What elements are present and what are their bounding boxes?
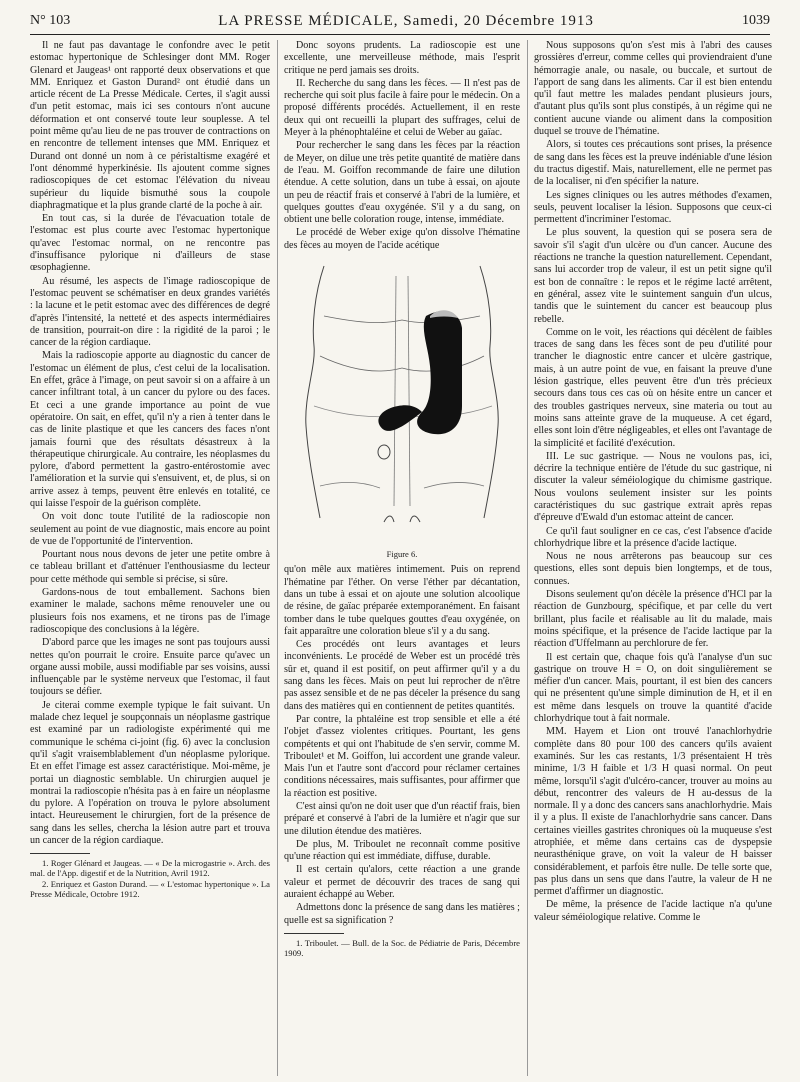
paragraph: Comme on le voit, les réactions qui décèlent de faibles traces de sang dans les fèces sont de peu d'utilité pour trancher le diagnostic entre cancer et ulcère gastrique, mais, à un autre point de vue, en faisant la preuve d'une lésion gastrique, elles peuvent être d'un très précieux secours dans tous ces cas où on hésite entre un cancer et des troubles gastriques nerveux, sine materia ou tout au moins sans atteinte grave de la muqueuse. A cet égard, elles sont loin d'être négligeables, et elles ont l'avantage de la simplicité et facilité d'exécution. xyxy=(534,326,772,449)
footnote-rule xyxy=(30,853,90,854)
paragraph: Ces procédés ont leurs avantages et leurs inconvénients. Le procédé de Weber est un procédé très sûr et, quand il est positif, on peut affirmer qu'il y a du sang dans les fèces. Mais on peut lui reprocher de n'être pas assez sensible et de ne pas déceler la présence du sang dans des matières qui en contiennent de petites quantités. xyxy=(284,639,520,712)
paragraph: Pour rechercher le sang dans les fèces par la réaction de Meyer, on dilue une très petite quantité de matière dans de l'eau. M. Goiffon recommande de faire une dilution étendue. A cette solution, dans un tube à essai, on ajoute un peu de réactif frais et conservé à l'abri de la lumière, et quelques gouttes d'eau oxygénée. S'il y a du sang, on obtient une belle coloration rouge, intense, immédiate. xyxy=(284,140,520,226)
paragraph: Gardons-nous de tout emballement. Sachons bien examiner le malade, sachons même renouveler une ou plusieurs fois nos examens, et ne tirons pas de l'image radioscopique des conclusions à la légère. xyxy=(30,587,270,635)
paragraph: Il est certain que, chaque fois qu'à l'analyse d'un suc gastrique on trouve H = O, on doit singulièrement se méfier d'un cancer. Mais, pourtant, il est bien des cancers qui ne présentent qu'une simple diminution de H, et il en est même dans lesquels on trouve la quantité d'acide chlorhydrique tout à fait normale. xyxy=(534,651,772,725)
paragraph: Les signes cliniques ou les autres méthodes d'examen, seuls, peuvent localiser la lésion. Supposons que ceux-ci permettent d'incriminer l'estomac. xyxy=(534,189,772,226)
paragraph: D'abord parce que les images ne sont pas toujours aussi nettes qu'on pourrait le croire. Ensuite parce qu'avec un organe aussi mobile, aussi modifiable par ses voisins, aussi influençable par le système nerveux que l'estomac, il faut toujours se défier. xyxy=(30,637,270,698)
paragraph: De plus, M. Triboulet ne reconnaît comme positive qu'une réaction qui est immédiate, diffuse, durable. xyxy=(284,838,520,863)
paragraph: Le procédé de Weber exige qu'on dissolve l'hématine des fèces au moyen de l'acide acétique xyxy=(284,227,520,251)
footnote-rule xyxy=(284,933,344,934)
issue-number: N° 103 xyxy=(30,13,71,28)
footnote: 2. Enriquez et Gaston Durand. — « L'estomac hypertonique ». La Presse Médicale, Octobre 1912. xyxy=(30,879,270,900)
radiograph-diagram xyxy=(284,256,520,546)
footnote: 1. Triboulet. — Bull. de la Soc. de Pédiatrie de Paris, Décembre 1909. xyxy=(284,937,520,958)
paragraph: C'est ainsi qu'on ne doit user que d'un réactif frais, bien préparé et conservé à l'abri de la lumière et n'agir que sur une dilution étendue des matières. xyxy=(284,800,520,837)
paragraph: De même, la présence de l'acide lactique n'a qu'une valeur séméiologique relative. Comme le xyxy=(534,899,772,923)
paragraph: Il ne faut pas davantage le confondre avec le petit estomac hypertonique de Schlesinger dont MM. Roger Glenard et Jaugeas¹ ont rapporté deux observations et que MM. Enriquez et Gaston Durand² ont étudié dans un article récent de La Presse Médicale. Certes, il s'agit aussi d'un petit estomac, mais ici ses contours n'ont aucune déformation et ont conservé toute leur souplesse. A tel point même qu'au lieu de ne pas trouver de contractions on en rencontre de tellement intenses que MM. Enriquez et Durand ont donné un nom à ce péristaltisme exagéré et l'ont dénommé hyperkinésie. Ils ajoutent comme signes radioscopiques de cet estomac l'élévation du niveau supérieur du liquide bismuthé sous la coupole diaphragmatique et la plus grande clarté de la poche à air. xyxy=(30,40,270,211)
paragraph: Au résumé, les aspects de l'image radioscopique de l'estomac peuvent se schématiser en deux grandes variétés : la lacune et le petit estomac avec des différences de degré d'après l'intensité, la netteté et des aspects intermédiaires de transition, pourrait-on dire : la rigidité de la paroi ; le cancer de la région cardiaque. xyxy=(30,275,270,349)
paragraph: Nous ne nous arrêterons pas beaucoup sur ces questions, elles sont depuis bien longtemps, et de tous, connues. xyxy=(534,551,772,587)
column-left xyxy=(30,40,270,1076)
paragraph: Je citerai comme exemple typique le fait suivant. Un malade chez lequel je soupçonnais un néoplasme gastrique est examiné par un radiologiste expérimenté qui me communique le schéma ci-joint (fig. 6) avec la conclusion qu'il s'agit vraisemblablement d'un néoplasme pylorique. Et en effet l'image est assez caractéristique. Moi-même, je portai un diagnostic semblable. Un chirurgien auquel je montrai la radioscopie n'hésita pas à en faire un néoplasme du pylore. A l'opération on trouva le pylore absolument intact. Heureusement le chirurgien, fort de la présence de sang dans les selles, chercha la lésion autre part et trouva un cancer de la région cardiaque. xyxy=(30,699,270,846)
paragraph: Nous supposons qu'on s'est mis à l'abri des causes grossières d'erreur, comme celles qui proviendraient d'une hémorragie anale, ou nasale, ou buccale, et surtout de l'apport de sang dans les aliments. Car il est bien entendu qu'il faut mettre les malades pendant plusieurs jours, d'autant plus qu'ils sont plus constipés, à un régime qui ne contient aucune viande ou aliment dans la composition duquel se trouve de l'hématine. xyxy=(534,40,772,138)
page-number: 1039 xyxy=(741,13,770,28)
paragraph: On voit donc toute l'utilité de la radioscopie non seulement au point de vue diagnostic, mais encore au point de vue de l'opportunité de l'intervention. xyxy=(30,511,270,547)
figure-6 xyxy=(284,256,520,560)
journal-title: LA PRESSE MÉDICALE, Samedi, 20 Décembre 1913 xyxy=(218,12,594,29)
paragraph: Le plus souvent, la question qui se posera sera de savoir s'il s'agit d'un ulcère ou d'un cancer. Aucune des réactions ne tranche la question naturellement. Cependant, sans lui accorder trop de valeur, il est un petit signe qu'il est bon de connaître : le repos et le régime lacté arrêtent, en général, assez vite le suintement sanguin d'un ulcus, tandis que le suintement du cancer est beaucoup plus rebelle. xyxy=(534,227,772,325)
paragraph: II. Recherche du sang dans les fèces. — Il n'est pas de recherche qui soit plus facile à faire pour le médecin. On a proposé différents procédés. Actuellement, il en reste deux qui ont recueilli la plupart des suffrages, celui de Meyer à la phénophtaléine et celui de Weber au gaïac. xyxy=(284,77,520,139)
column-middle xyxy=(284,40,520,1076)
paragraph: Donc soyons prudents. La radioscopie est une excellente, une merveilleuse méthode, mais l'esprit critique ne perd jamais ses droits. xyxy=(284,40,520,76)
paragraph: MM. Hayem et Lion ont trouvé l'anachlorhydrie complète dans 80 pour 100 des cancers qu'ils avaient examinés. Sur les cas restants, 1/3 présentaient H très minime, 1/3 H faible et 1/3 H quasi normal. On peut même, lorsqu'il s'agit d'ulcéro-cancer, trouver au moins au début, rencontrer des valeurs de H au-dessus de la normale. Il y a donc des cancers sans anachlorhydrie. Mais il y a plus. Il existe de l'anachlorhydrie sans cancer. Dans certaines vieilles gastrites chroniques où la muqueuse s'est atrophiée, et même dans certains cas de dyspepsie neurasthénique grave, on voit la valeur de H baisser considérablement, et parfois être nulle. De telle sorte que, pas plus dans un sens que dans l'autre, la valeur de H ne permet d'affirmer un diagnostic. xyxy=(534,726,772,898)
paragraph: Il est certain qu'alors, cette réaction a une grande valeur et permet de découvrir des traces de sang qui auraient échappé au Weber. xyxy=(284,864,520,901)
figure-caption: Figure 6. xyxy=(386,549,418,560)
paragraph: Disons seulement qu'on décèle la présence d'HCl par la réaction de Gunzbourg, spécifique, et par celle du vert brillant, plus facile et réalisable au lit du malade, mais moins spécifique, et la présence de l'acide lactique par la réaction d'Uffelmann au perchlorure de fer. xyxy=(534,589,772,650)
footnote: 1. Roger Glénard et Jaugeas. — « De la microgastrie ». Arch. des mal. de l'App. digestif et de la Nutrition, Avril 1912. xyxy=(30,858,270,879)
column-right xyxy=(534,40,772,1076)
column-divider xyxy=(277,40,278,1076)
paragraph: Pourtant nous nous devons de jeter une petite ombre à ce tableau brillant et d'atténuer l'enthousiasme du lecteur pour cette méthode qui semble si précise, si sûre. xyxy=(30,549,270,585)
paragraph: III. Le suc gastrique. — Nous ne voulons pas, ici, décrire la technique entière de l'étude du suc gastrique, ni discuter la valeur séméiologique du chimisme gastrique. Nous voulons seulement insister sur les points caractéristiques du suc gastrique extrait après repas d'épreuve d'Ewald d'un estomac atteint de cancer. xyxy=(534,450,772,524)
page-header xyxy=(30,8,770,35)
column-divider xyxy=(527,40,528,1076)
paragraph: Ce qu'il faut souligner en ce cas, c'est l'absence d'acide chlorhydrique libre et la présence d'acide lactique. xyxy=(534,525,772,549)
paragraph: En tout cas, si la durée de l'évacuation totale de l'estomac est plus courte avec l'estomac hypertonique qu'avec l'estomac normal, on ne rencontre pas d'insuffisance pylorique ni d'ailleurs de stase œsophagienne. xyxy=(30,213,270,274)
paragraph: Admettons donc la présence de sang dans les matières ; quelle est sa signification ? xyxy=(284,902,520,926)
paragraph: Alors, si toutes ces précautions sont prises, la présence de sang dans les fèces est la preuve indéniable d'une lésion du tractus digestif. Mais, naturellement, elle ne permet pas de la localiser, ni d'en spécifier la nature. xyxy=(534,139,772,188)
paragraph: Mais la radioscopie apporte au diagnostic du cancer de l'estomac un élément de plus, c'est celui de la localisation. En effet, grâce à l'image, on peut savoir si on a affaire à un cancer infiltrant total, à un cancer du pylore ou des faces. Et ceci a une grande importance au point de vue opératoire. On sait, en effet, qu'il n'y a rien à tenter dans le cas de linite plastique et que les cancers des faces n'ont jamais fourni que des résultats désastreux à la thérapeutique chirurgicale. Au contraire, les néoplasmes du pylore, d'abord permettent la gastro-entérostomie avec l'amélioration et la survie qui s'ensuivent, et, de plus, si on arrive assez à temps, peuvent être enlevés en totalité, ce qui laisse l'espoir de la guérison complète. xyxy=(30,350,270,509)
paragraph: qu'on mêle aux matières intimement. Puis on reprend l'hématine par l'éther. On verse l'éther par décantation, dans un tube à essai et on ajoute une solution alcoolique de résine, de gaïac préparée extemporanément. En faisant tomber dans le tube quelques gouttes d'eau oxygénée, on fait apparaître une coloration bleue s'il y a du sang. xyxy=(284,564,520,637)
paragraph: Par contre, la phtaléine est trop sensible et elle a été l'objet d'assez violentes critiques. Pourtant, les gens compétents et qui ont l'habitude de s'en servir, comme M. Triboulet¹ et M. Goiffon, lui accordent une grande valeur. Mais l'un et l'autre sont d'accord pour réclamer certaines conditions nécessaires, mais suffisantes, pour affirmer que la réaction est positive. xyxy=(284,713,520,799)
